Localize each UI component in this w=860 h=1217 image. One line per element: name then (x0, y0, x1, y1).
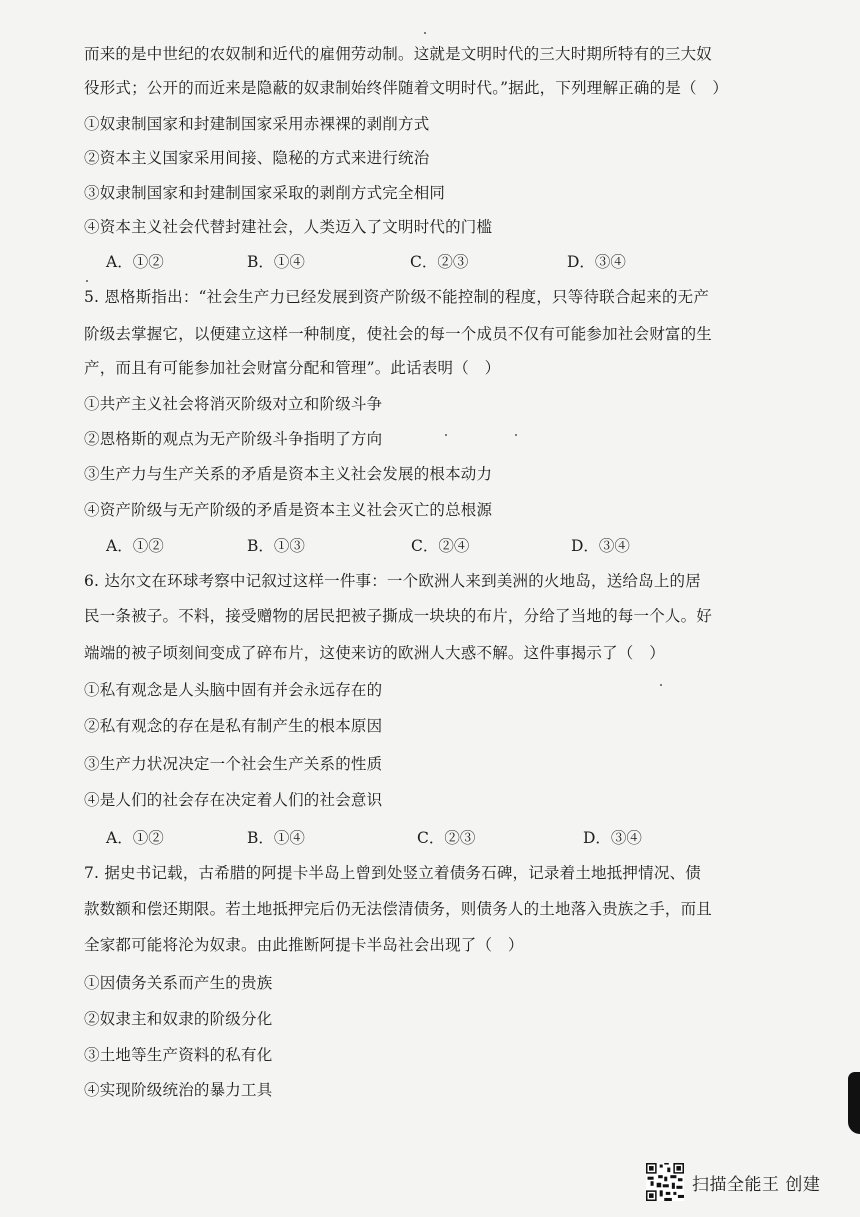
option-statement: ①因债务关系而产生的贵族 (84, 974, 273, 992)
scan-speck (86, 280, 88, 282)
option-statement: ①共产主义社会将消灭阶级对立和阶级斗争 (84, 395, 383, 413)
option-statement: ④资产阶级与无产阶级的矛盾是资本主义社会灭亡的总根源 (84, 501, 493, 519)
scan-edge-shadow (848, 1072, 860, 1134)
text-line: 全家都可能将沦为奴隶。由此推断阿提卡半岛社会出现了（ ） (84, 936, 524, 954)
question-7: 7. 据史书记载，古希腊的阿提卡半岛上曾到处竖立着债务石碑，记录着土地抵押情况、债 (84, 864, 701, 882)
option-statement: ②奴隶主和奴隶的阶级分化 (84, 1010, 273, 1028)
choice-b: B．①④ (247, 829, 305, 847)
text-line: 而来的是中世纪的农奴制和近代的雇佣劳动制。这就是文明时代的三大时期所特有的三大奴 (84, 45, 713, 63)
text-line: 民一条被子。不料，接受赠物的居民把被子撕成一块块的布片，分给了当地的每一个人。好 (84, 607, 713, 625)
option-statement: ④是人们的社会存在决定着人们的社会意识 (84, 791, 383, 809)
scan-speck (445, 434, 447, 436)
choice-d: D．③④ (571, 537, 630, 555)
option-statement: ③生产力状况决定一个社会生产关系的性质 (84, 755, 383, 773)
scan-speck (660, 684, 662, 686)
choice-c: C．②③ (410, 253, 469, 271)
option-statement: ③奴隶制国家和封建制国家采取的剥削方式完全相同 (84, 184, 446, 202)
scan-speck (424, 32, 426, 34)
choice-a: A．①② (106, 253, 164, 271)
text-line: 款数额和偿还期限。若土地抵押完后仍无法偿清债务，则债务人的土地落入贵族之手，而且 (84, 900, 713, 918)
choice-a: A．①② (106, 829, 164, 847)
question-6: 6. 达尔文在环球考察中记叙过这样一件事：一个欧洲人来到美洲的火地岛，送给岛上的居 (84, 572, 701, 590)
text-line: 阶级去掌握它，以便建立这样一种制度，使社会的每一个成员不仅有可能参加社会财富的生 (84, 325, 713, 343)
choice-d: D．③④ (567, 253, 626, 271)
text-line: 产，而且有可能参加社会财富分配和管理”。此话表明（ ） (84, 359, 501, 377)
option-statement: ①私有观念是人头脑中固有并会永远存在的 (84, 681, 383, 699)
choice-b: B．①③ (247, 537, 305, 555)
option-statement: ①奴隶制国家和封建制国家采用赤裸裸的剥削方式 (84, 115, 430, 133)
choice-c: C．②④ (411, 537, 470, 555)
option-statement: ④实现阶级统治的暴力工具 (84, 1081, 273, 1099)
choice-a: A．①② (106, 537, 164, 555)
option-statement: ③生产力与生产关系的矛盾是资本主义社会发展的根本动力 (84, 465, 493, 483)
scanner-watermark (646, 1162, 820, 1202)
choice-d: D．③④ (583, 829, 642, 847)
option-statement: ②私有观念的存在是私有制产生的根本原因 (84, 717, 383, 735)
text-line: 端端的被子顷刻间变成了碎布片，这使来访的欧洲人大惑不解。这件事揭示了（ ） (84, 644, 665, 662)
choice-b: B．①④ (247, 253, 305, 271)
option-statement: ②恩格斯的观点为无产阶级斗争指明了方向 (84, 430, 383, 448)
question-5: 5. 恩格斯指出：“社会生产力已经发展到资产阶级不能控制的程度，只等待联合起来的无产 (84, 288, 710, 306)
option-statement: ③土地等生产资料的私有化 (84, 1046, 273, 1064)
watermark-text: 扫描全能王 创建 (692, 1174, 821, 1195)
scan-speck (515, 434, 517, 436)
qr-code-icon (646, 1163, 684, 1201)
option-statement: ④资本主义社会代替封建社会，人类迈入了文明时代的门槛 (84, 218, 493, 236)
choice-c: C．②③ (417, 829, 476, 847)
text-line: 役形式；公开的而近来是隐蔽的奴隶制始终伴随着文明时代。”据此，下列理解正确的是（ ） (84, 79, 729, 97)
option-statement: ②资本主义国家采用间接、隐秘的方式来进行统治 (84, 149, 430, 167)
